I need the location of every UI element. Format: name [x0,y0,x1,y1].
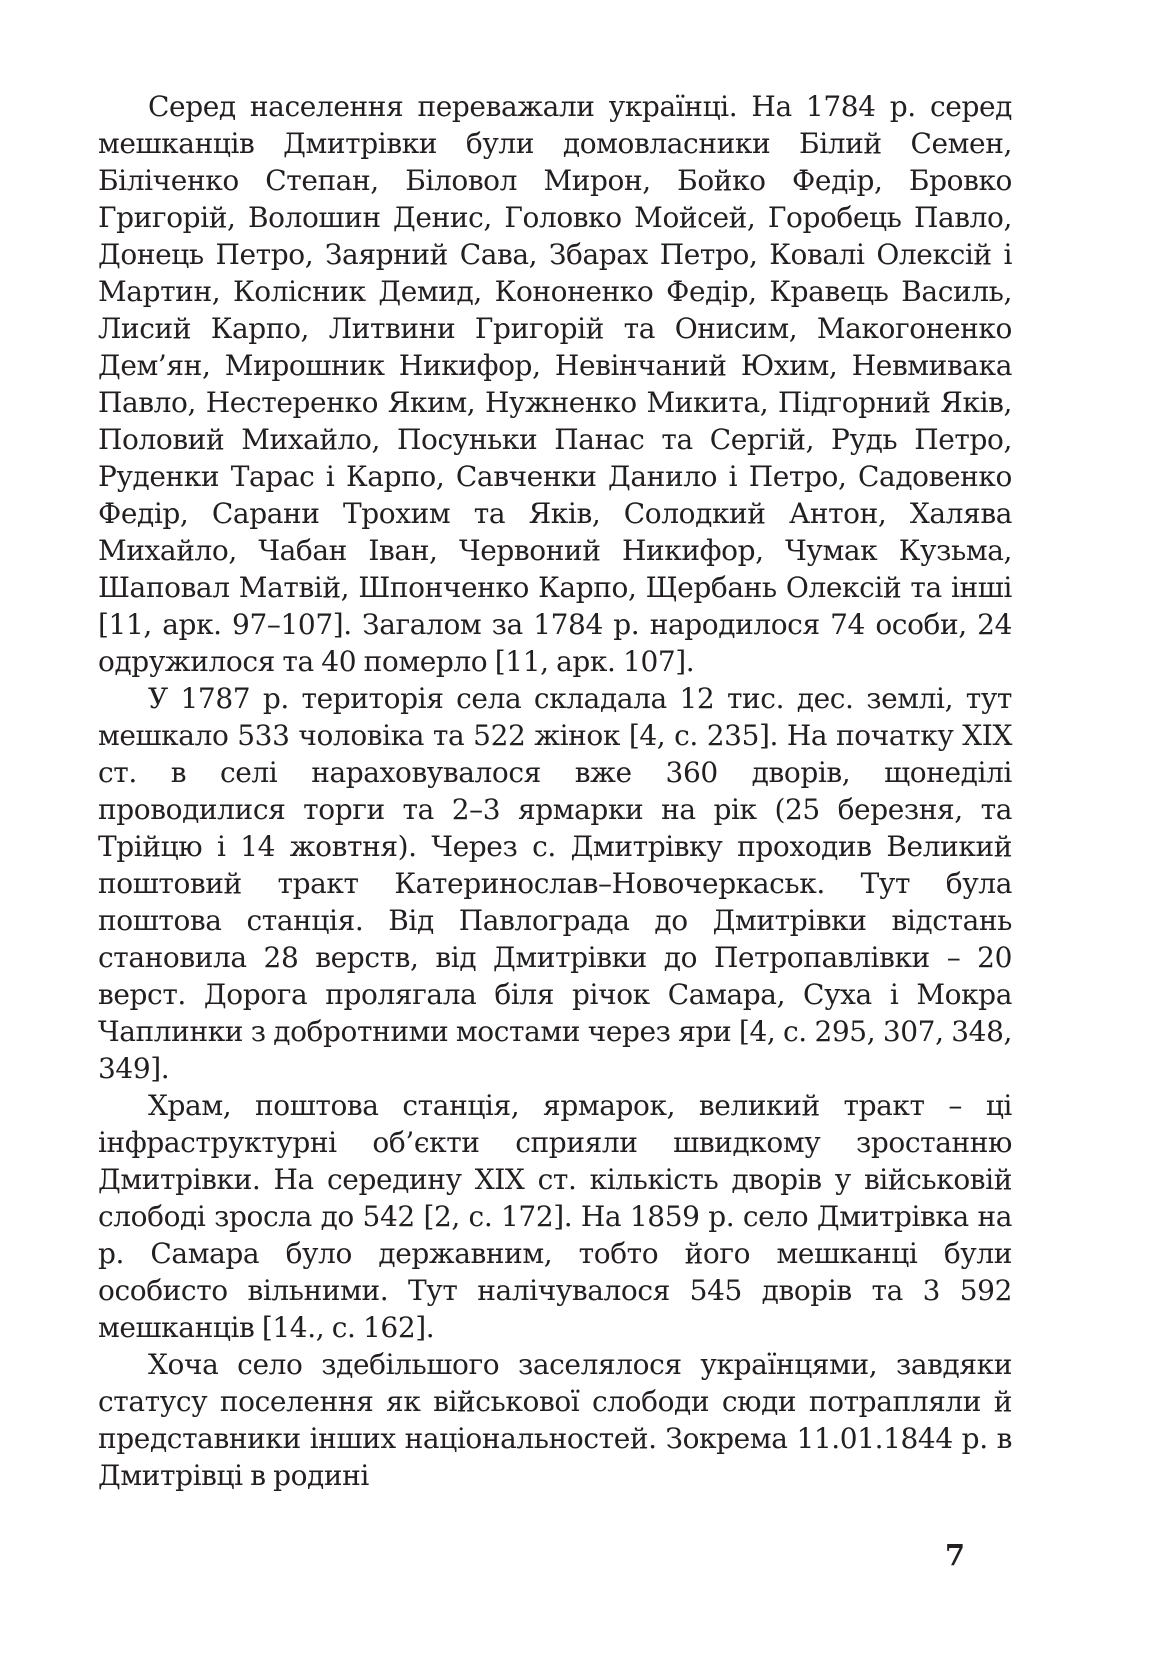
page-number: 7 [944,1538,966,1572]
paragraph-2: У 1787 р. територія села складала 12 тис. дес. землі, тут мешкало 533 чоловіка та 522 жінок [4, с. 235]. На початку ХІХ ст. в селі нараховувалося вже 360 дворів, щонеділі проводилися торги та 2–3 ярмарки на рік (25 березня, та Трійцю і 14 жовтня). Через с. Дмитрівку проходив Великий поштовий тракт Катеринослав–Новочеркаськ. Тут була поштова станція. Від Павлограда до Дмитрівки відстань становила 28 верств, від Дмитрівки до Петропавлівки – 20 верст. Дорога пролягала біля річок Самара, Суха і Мокра Чаплинки з добротними мостами через яри [4, с. 295, 307, 348, 349]. [98,682,1012,1085]
paragraph-3: Храм, поштова станція, ярмарок, великий тракт – ці інфраструктурні об’єкти сприяли швидкому зростанню Дмитрівки. На середину ХІХ ст. кількість дворів у військовій слободі зросла до 542 [2, с. 172]. На 1859 р. село Дмитрівка на р. Самара було державним, тобто його мешканці були особисто вільними. Тут налічувалося 545 дворів та 3 592 мешканців [14., с. 162]. [98,1089,1012,1344]
body-text [98,88,1012,1494]
paragraph-4: Хоча село здебільшого заселялося українцями, завдяки статусу поселення як військової слободи сюди потрапляли й представники інших національностей. Зокрема 11.01.1844 р. в Дмитрівці в родині [98,1348,1012,1492]
paragraph-1: Серед населення переважали українці. На 1784 р. серед мешканців Дмитрівки були домовласники Білий Семен, Біліченко Степан, Біловол Мирон, Бойко Федір, Бровко Григорій, Волошин Денис, Головко Мойсей, Горобець Павло, Донець Петро, Заярний Сава, Збарах Петро, Ковалі Олексій і Мартин, Колісник Демид, Кононенко Федір, Кравець Василь, Лисий Карпо, Литвини Григорій та Онисим, Макогоненко Дем’ян, Мирошник Никифор, Невінчаний Юхим, Невмивака Павло, Нестеренко Яким, Нужненко Микита, Підгорний Яків, Половий Михайло, Посуньки Панас та Сергій, Рудь Петро, Руденки Тарас і Карпо, Савченки Данило і Петро, Садовенко Федір, Сарани Трохим та Яків, Солодкий Антон, Халява Михайло, Чабан Іван, Червоний Никифор, Чумак Кузьма, Шаповал Матвій, Шпонченко Карпо, Щербань Олексій та інші [11, арк. 97–107]. Загалом за 1784 р. народилося 74 особи, 24 одружилося та 40 померло [11, арк. 107]. [98,90,1012,678]
